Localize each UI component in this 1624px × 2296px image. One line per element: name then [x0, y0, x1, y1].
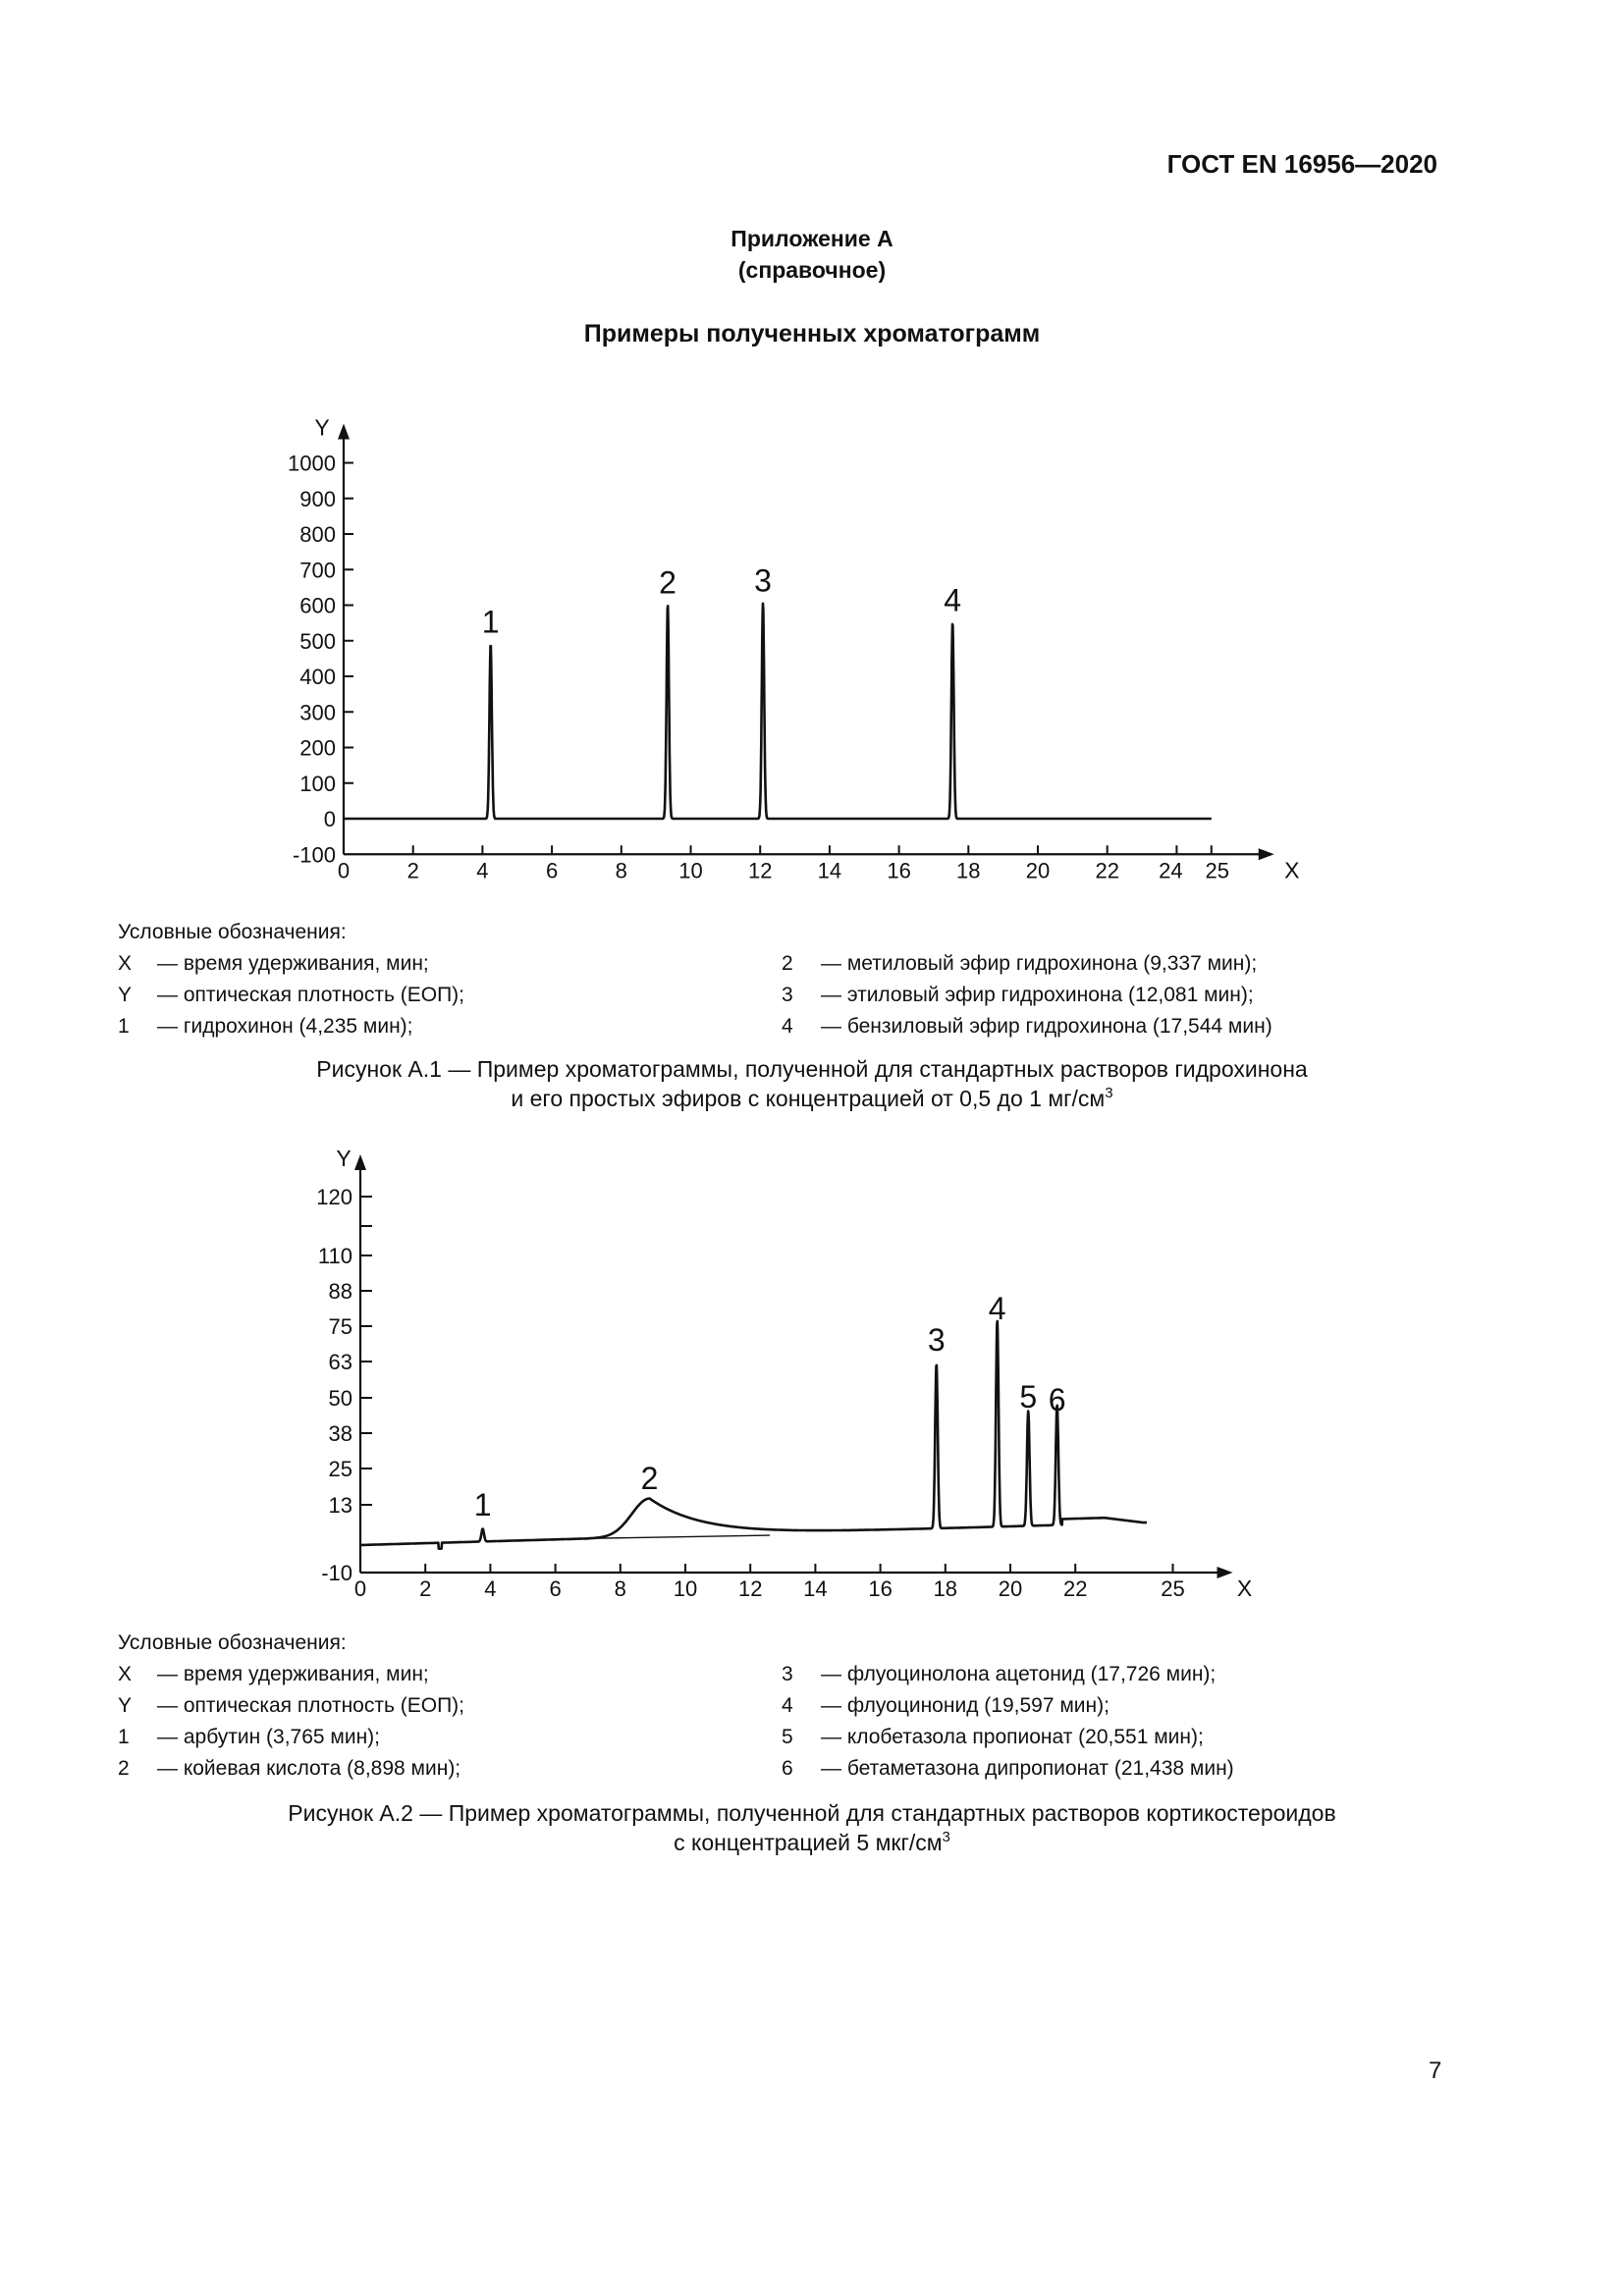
figure2-legend-left-item [118, 1726, 380, 1749]
annex-title: Приложение А [731, 226, 893, 251]
legend-key: X [118, 952, 133, 975]
y-tick-label: 500 [299, 628, 336, 654]
figure1-caption-line1: Рисунок А.1 — Пример хроматограммы, полученной для стандартных растворов гидрохинона [316, 1056, 1308, 1082]
legend-text: — оптическая плотность (ЕОП); [157, 1694, 465, 1717]
y-tick-label: 400 [299, 665, 336, 689]
y-tick-label: 100 [299, 771, 336, 796]
figure2-legend-left-item [118, 1694, 464, 1718]
peak-label: 3 [927, 1322, 946, 1358]
peak-label: 1 [473, 1487, 492, 1522]
chart1-axes [314, 415, 1299, 883]
peak-label: 6 [1048, 1382, 1066, 1417]
y-tick-label: 900 [299, 486, 336, 511]
legend-text: — бетаметазона дипропионат (21,438 мин) [821, 1757, 1234, 1780]
legend-key: 1 [118, 1726, 130, 1748]
y-tick-label: 88 [328, 1279, 352, 1304]
legend-text: — флуоцинонид (19,597 мин); [821, 1694, 1110, 1717]
y-axis-label: Y [336, 1146, 352, 1171]
y-axis-arrow [338, 424, 350, 440]
y-tick-label: 300 [299, 700, 336, 725]
figure2-legend-title: Условные обозначения: [118, 1631, 347, 1654]
x-tick-label: 25 [1161, 1576, 1185, 1601]
peak-label: 5 [1019, 1379, 1038, 1415]
annex-status: (справочное) [737, 257, 887, 283]
x-tick-label: 6 [545, 858, 559, 883]
figure2-legend-right-item [782, 1757, 1234, 1781]
figure1-legend-right-item [782, 984, 1254, 1007]
x-axis-arrow [1218, 1567, 1233, 1578]
peak-label: 3 [754, 562, 772, 599]
x-axis-arrow [1259, 848, 1274, 860]
y-tick-label: -100 [292, 842, 336, 868]
chart1-peak-labels [482, 563, 961, 640]
figure1-caption-sup: 3 [1105, 1085, 1113, 1101]
y-tick-label: 110 [317, 1244, 352, 1268]
x-axis-label: X [1236, 1575, 1253, 1601]
figure2-caption-line1: Рисунок А.2 — Пример хроматограммы, полученной для стандартных растворов кортикостероидов [288, 1800, 1336, 1826]
y-tick-label: 75 [328, 1314, 352, 1339]
figure2-legend-right-item [782, 1694, 1110, 1718]
legend-text: — этиловый эфир гидрохинона (12,081 мин); [821, 984, 1254, 1006]
y-tick-label: 25 [328, 1457, 352, 1481]
legend-key: 3 [782, 1663, 793, 1685]
x-tick-label: 20 [1025, 858, 1051, 883]
y-tick-label: 120 [316, 1185, 352, 1209]
y-tick-label: 600 [299, 593, 336, 618]
legend-text: — флуоцинолона ацетонид (17,726 мин); [821, 1663, 1217, 1685]
legend-text: — арбутин (3,765 мин); [157, 1726, 381, 1748]
x-tick-label: 2 [406, 858, 419, 883]
x-tick-label: 18 [933, 1576, 958, 1601]
x-tick-label: 8 [614, 1576, 626, 1601]
legend-key: 1 [118, 1015, 130, 1038]
x-tick-label: 0 [353, 1576, 367, 1601]
legend-text: — койевая кислота (8,898 мин); [157, 1757, 461, 1780]
x-tick-label: 0 [337, 858, 351, 883]
x-tick-label: 24 [1159, 858, 1183, 883]
y-tick-label: 50 [328, 1386, 352, 1411]
legend-key: 2 [782, 952, 793, 975]
legend-text: — оптическая плотность (ЕОП); [157, 984, 465, 1006]
figure2-caption-text: с концентрацией 5 мкг/см [674, 1830, 943, 1855]
x-tick-label: 20 [998, 1576, 1023, 1601]
legend-key: 5 [782, 1726, 793, 1748]
legend-text: — время удерживания, мин; [157, 1663, 429, 1685]
figure1-caption-line2 [0, 1086, 1624, 1112]
x-tick-label: 25 [1205, 858, 1229, 883]
figure1-legend-right-item [782, 952, 1257, 976]
y-axis-arrow [354, 1154, 366, 1170]
x-tick-label: 8 [615, 858, 627, 883]
peak-label: 4 [988, 1291, 1006, 1326]
y-tick-label: 700 [299, 558, 336, 583]
y-tick-label: 800 [299, 522, 336, 547]
legend-key: X [118, 1663, 133, 1685]
figure1-caption-text: и его простых эфиров с концентрацией от 0,5 до 1 мг/см [511, 1086, 1106, 1111]
x-tick-label: 18 [956, 858, 981, 883]
x-tick-label: 10 [673, 1576, 698, 1601]
y-tick-label: 63 [328, 1350, 352, 1374]
legend-text: — бензиловый эфир гидрохинона (17,544 мин) [821, 1015, 1272, 1038]
legend-text: — метиловый эфир гидрохинона (9,337 мин); [821, 952, 1258, 975]
figure1-legend-left-item [118, 952, 429, 976]
legend-text: — клобетазола пропионат (20,551 мин); [821, 1726, 1204, 1748]
integration-baseline [594, 1535, 770, 1538]
x-tick-label: 16 [868, 1576, 893, 1601]
figure2-legend-right-item [782, 1663, 1216, 1686]
figure1-legend-right-item [782, 1015, 1272, 1039]
chromatogram-figure-1 [0, 0, 1624, 903]
y-tick-label: 0 [323, 807, 336, 831]
y-tick-label: 1000 [288, 451, 336, 476]
legend-key: Y [118, 984, 133, 1006]
figure2-caption-line2 [0, 1830, 1624, 1856]
figure1-legend-left-item [118, 1015, 413, 1039]
x-tick-label: 10 [678, 858, 703, 883]
x-tick-label: 14 [817, 858, 842, 883]
chromatogram-figure-2 [0, 1129, 1624, 1620]
legend-text: — время удерживания, мин; [157, 952, 429, 975]
legend-key: 4 [782, 1694, 793, 1717]
section-title: Примеры полученных хроматограмм [583, 320, 1041, 347]
chromatogram-line [344, 604, 1212, 819]
peak-label: 4 [944, 582, 962, 618]
figure2-caption-sup: 3 [942, 1829, 950, 1845]
x-tick-label: 4 [476, 858, 489, 883]
x-axis-label: X [1284, 857, 1300, 883]
figure1-legend-left-item [118, 984, 464, 1007]
figure2-legend-left-item [118, 1663, 429, 1686]
figure1-legend-title: Условные обозначения: [118, 921, 347, 943]
y-tick-label: 13 [328, 1493, 352, 1518]
chart2-peak-labels [474, 1291, 1066, 1522]
figure2-legend-left-item [118, 1757, 460, 1781]
x-tick-label: 2 [419, 1576, 432, 1601]
x-tick-label: 12 [747, 858, 773, 883]
chart2-axes [336, 1146, 1252, 1601]
legend-key: 6 [782, 1757, 793, 1780]
page-number: 7 [1429, 2057, 1442, 2084]
x-tick-label: 12 [737, 1576, 763, 1601]
peak-label: 1 [481, 604, 500, 640]
legend-key: 3 [782, 984, 793, 1006]
figure2-legend-right-item [782, 1726, 1204, 1749]
legend-text: — гидрохинон (4,235 мин); [157, 1015, 413, 1038]
document-code: ГОСТ EN 16956—2020 [1166, 149, 1437, 179]
y-tick-label: -10 [321, 1561, 352, 1585]
x-tick-label: 4 [484, 1576, 497, 1601]
legend-key: Y [118, 1694, 133, 1717]
x-tick-label: 22 [1095, 858, 1119, 883]
x-tick-label: 16 [887, 858, 911, 883]
x-tick-label: 6 [549, 1576, 562, 1601]
peak-label: 2 [659, 564, 677, 601]
x-tick-label: 14 [803, 1576, 828, 1601]
chart1-curve-group [344, 604, 1212, 819]
peak-label: 2 [640, 1461, 659, 1496]
legend-key: 2 [118, 1757, 130, 1780]
y-tick-label: 38 [328, 1421, 352, 1446]
legend-key: 4 [782, 1015, 793, 1038]
y-axis-label: Y [314, 414, 330, 441]
y-tick-label: 200 [299, 735, 336, 761]
x-tick-label: 22 [1062, 1576, 1088, 1601]
